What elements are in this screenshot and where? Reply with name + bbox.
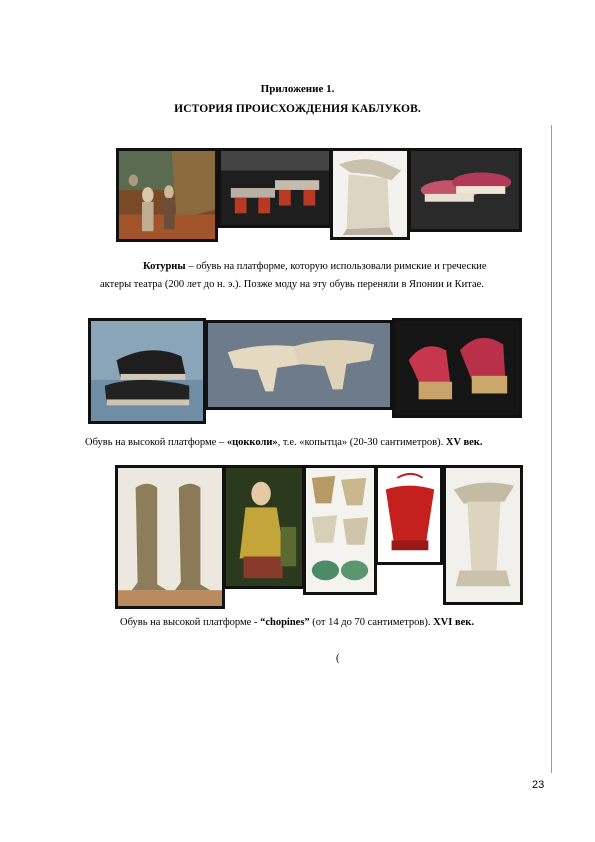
caption-zoccoli-prefix: Обувь на высокой платформе –	[85, 437, 227, 448]
caption-chopines-middle: (от 14 до 70 сантиметров).	[309, 617, 434, 628]
photo-tall-platform-shoe	[330, 148, 410, 240]
century-xvi: XVI век.	[433, 617, 474, 628]
caption-chopines-prefix: Обувь на высокой платформе -	[120, 617, 261, 628]
caption-kothornoi-line1: – обувь на платформе, которую использовали римские и греческие	[185, 261, 487, 272]
margin-rule	[551, 125, 552, 773]
photo-tall-chopines	[115, 465, 225, 609]
photo-zoccoli-pair	[205, 320, 393, 410]
caption-chopines	[120, 614, 560, 632]
photo-chopines-collection	[303, 465, 377, 595]
page-title: ИСТОРИЯ ПРОИСХОЖДЕНИЯ КАБЛУКОВ.	[174, 103, 421, 115]
stray-parenthesis: (	[336, 653, 340, 664]
caption-zoccoli-middle: , т.е. «копытца» (20-30 сантиметров).	[277, 437, 446, 448]
photo-embroidered-slippers	[392, 318, 522, 418]
photo-theatre-actors	[116, 148, 218, 242]
century-xv: XV век.	[445, 437, 483, 448]
caption-zoccoli	[85, 434, 555, 452]
caption-kothornoi-line2: актеры театра (200 лет до н. э.). Позже моду на эту обувь переняли в Японии и Китае.	[100, 279, 484, 290]
photo-clog-shoes	[88, 318, 206, 424]
photo-renaissance-painting	[223, 465, 305, 589]
term-zoccoli: «цокколи»	[226, 437, 278, 448]
page-number: 23	[532, 779, 545, 791]
appendix-label: Приложение 1.	[260, 83, 335, 95]
caption-kothornoi	[100, 258, 540, 294]
photo-platform-sandals-pair	[218, 148, 332, 228]
term-kothornoi: Котурны	[143, 261, 186, 272]
photo-red-chopine	[375, 465, 443, 565]
photo-white-chopine	[443, 465, 523, 605]
term-chopines: “chopines”	[260, 617, 310, 628]
photo-asian-platform-slippers	[408, 148, 522, 232]
